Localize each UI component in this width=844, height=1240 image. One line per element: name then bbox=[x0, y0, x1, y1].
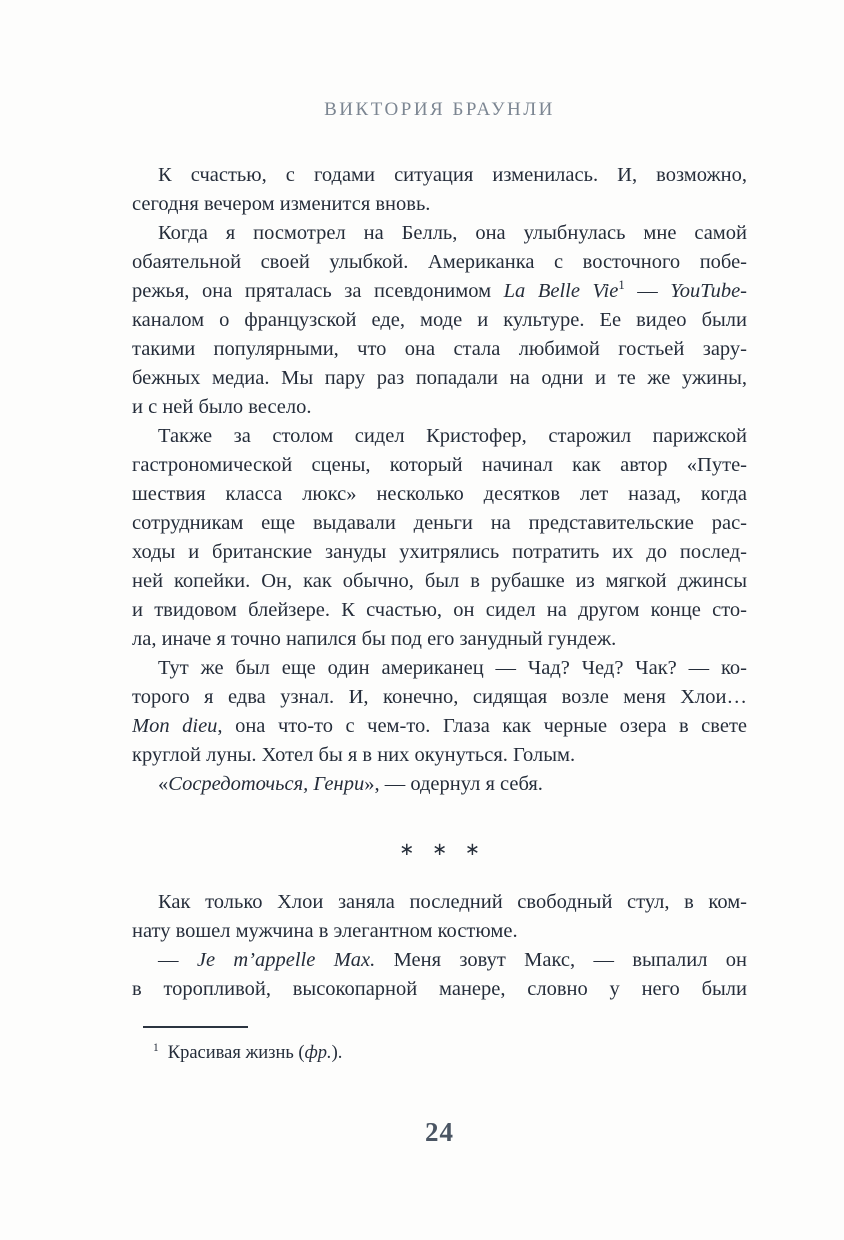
text-segment: , она что-то с чем-то. Глаза как черные озера в свете bbox=[217, 715, 747, 737]
text-segment: круглой луны. Хотел бы я в них окунуться. Голым. bbox=[132, 744, 576, 766]
text-segment: Как только Хлои заняла последний свободный стул, в ком- bbox=[158, 891, 747, 913]
text-segment: ). bbox=[331, 1043, 343, 1063]
text-segment: Также за столом сидел Кристофер, старожил парижской bbox=[158, 425, 747, 447]
text-segment: — bbox=[624, 280, 671, 302]
body-line bbox=[132, 888, 747, 917]
section-separator-stars: ∗ ∗ ∗ bbox=[399, 839, 480, 860]
text-segment: - bbox=[740, 280, 747, 302]
body-line bbox=[132, 190, 747, 219]
text-segment: Когда я посмотрел на Белль, она улыбнулась мне самой bbox=[158, 222, 747, 244]
body-line bbox=[132, 946, 747, 975]
text-segment: ней копейки. Он, как обычно, был в рубашке из мягкой джинсы bbox=[132, 570, 747, 592]
footnote-marker: 1 bbox=[153, 1041, 159, 1054]
body-line bbox=[132, 567, 747, 596]
text-segment: нату вошел мужчина в элегантном костюме. bbox=[132, 920, 518, 942]
text-segment: каналом о французской еде, моде и культуре. Ее видео были bbox=[132, 309, 747, 331]
body-line bbox=[132, 596, 747, 625]
body-line bbox=[132, 625, 747, 654]
text-segment: бежных медиа. Мы пару раз попадали на одни и те же ужины, bbox=[132, 367, 747, 389]
text-block bbox=[132, 161, 747, 1004]
text-segment: и с ней было весело. bbox=[132, 396, 312, 418]
text-segment: Красивая жизнь ( bbox=[167, 1043, 305, 1063]
italic-text: фр. bbox=[304, 1043, 332, 1063]
text-segment: в торопливой, высокопарной манере, словно у него были bbox=[132, 978, 747, 1000]
text-segment: — bbox=[158, 949, 197, 971]
body-line bbox=[132, 683, 747, 712]
body-line bbox=[132, 219, 747, 248]
italic-text: La Belle Vie bbox=[503, 280, 619, 302]
text-segment: Меня зовут Макс, — выпалил он bbox=[375, 949, 747, 971]
text-segment: торого я едва узнал. И, конечно, сидящая возле меня Хлои… bbox=[132, 686, 747, 708]
body-line bbox=[132, 712, 747, 741]
page-number: 24 bbox=[425, 1117, 454, 1147]
running-header: ВИКТОРИЯ БРАУНЛИ bbox=[324, 99, 555, 120]
footnote-block bbox=[132, 1026, 747, 1066]
italic-text: YouTube bbox=[670, 280, 741, 302]
body-line bbox=[132, 364, 747, 393]
body-line bbox=[132, 480, 747, 509]
body-line bbox=[132, 335, 747, 364]
body-line bbox=[132, 161, 747, 190]
body-line bbox=[132, 422, 747, 451]
text-segment: ла, иначе я точно напился бы под его занудный гундеж. bbox=[132, 628, 617, 650]
footnote-rule bbox=[143, 1026, 248, 1028]
body-line bbox=[132, 538, 747, 567]
text-segment: « bbox=[158, 773, 169, 795]
italic-text: Сосредоточься, Генри bbox=[168, 773, 365, 795]
body-line bbox=[132, 393, 747, 422]
text-segment: и твидовом блейзере. К счастью, он сидел на другом конце сто- bbox=[132, 599, 747, 621]
text-segment: ходы и британские зануды ухитрялись потратить их до послед- bbox=[132, 541, 747, 563]
footnote-reference: 1 bbox=[618, 278, 625, 293]
body-line bbox=[132, 741, 747, 770]
text-segment: К счастью, с годами ситуация изменилась. И, возможно, bbox=[158, 164, 747, 186]
text-segment: Тут же был еще один американец — Чад? Чед? Чак? — ко- bbox=[158, 657, 747, 679]
body-line bbox=[132, 248, 747, 277]
italic-text: Je m’appelle Max. bbox=[196, 949, 376, 971]
text-segment: », — одернул я себя. bbox=[364, 773, 543, 795]
text-segment: такими популярными, что она стала любимой гостьей зару- bbox=[132, 338, 747, 360]
text-segment: режья, она пряталась за псевдонимом bbox=[132, 280, 504, 302]
italic-text: Mon dieu bbox=[132, 715, 218, 737]
body-line bbox=[132, 654, 747, 683]
body-line bbox=[132, 917, 747, 946]
text-segment: сегодня вечером изменится вновь. bbox=[132, 193, 431, 215]
text-segment: сотрудникам еще выдавали деньги на представительские рас- bbox=[132, 512, 747, 534]
text-segment: гастрономической сцены, который начинал как автор «Путе- bbox=[132, 454, 747, 476]
body-line bbox=[132, 509, 747, 538]
body-line bbox=[132, 770, 747, 799]
body-line bbox=[132, 277, 747, 306]
body-line bbox=[132, 975, 747, 1004]
body-line bbox=[132, 451, 747, 480]
text-segment: обаятельной своей улыбкой. Американка с восточного побе- bbox=[132, 251, 747, 273]
body-line bbox=[132, 306, 747, 335]
footnote-text bbox=[132, 1041, 747, 1066]
text-segment: шествия класса люкс» несколько десятков лет назад, когда bbox=[132, 483, 747, 505]
